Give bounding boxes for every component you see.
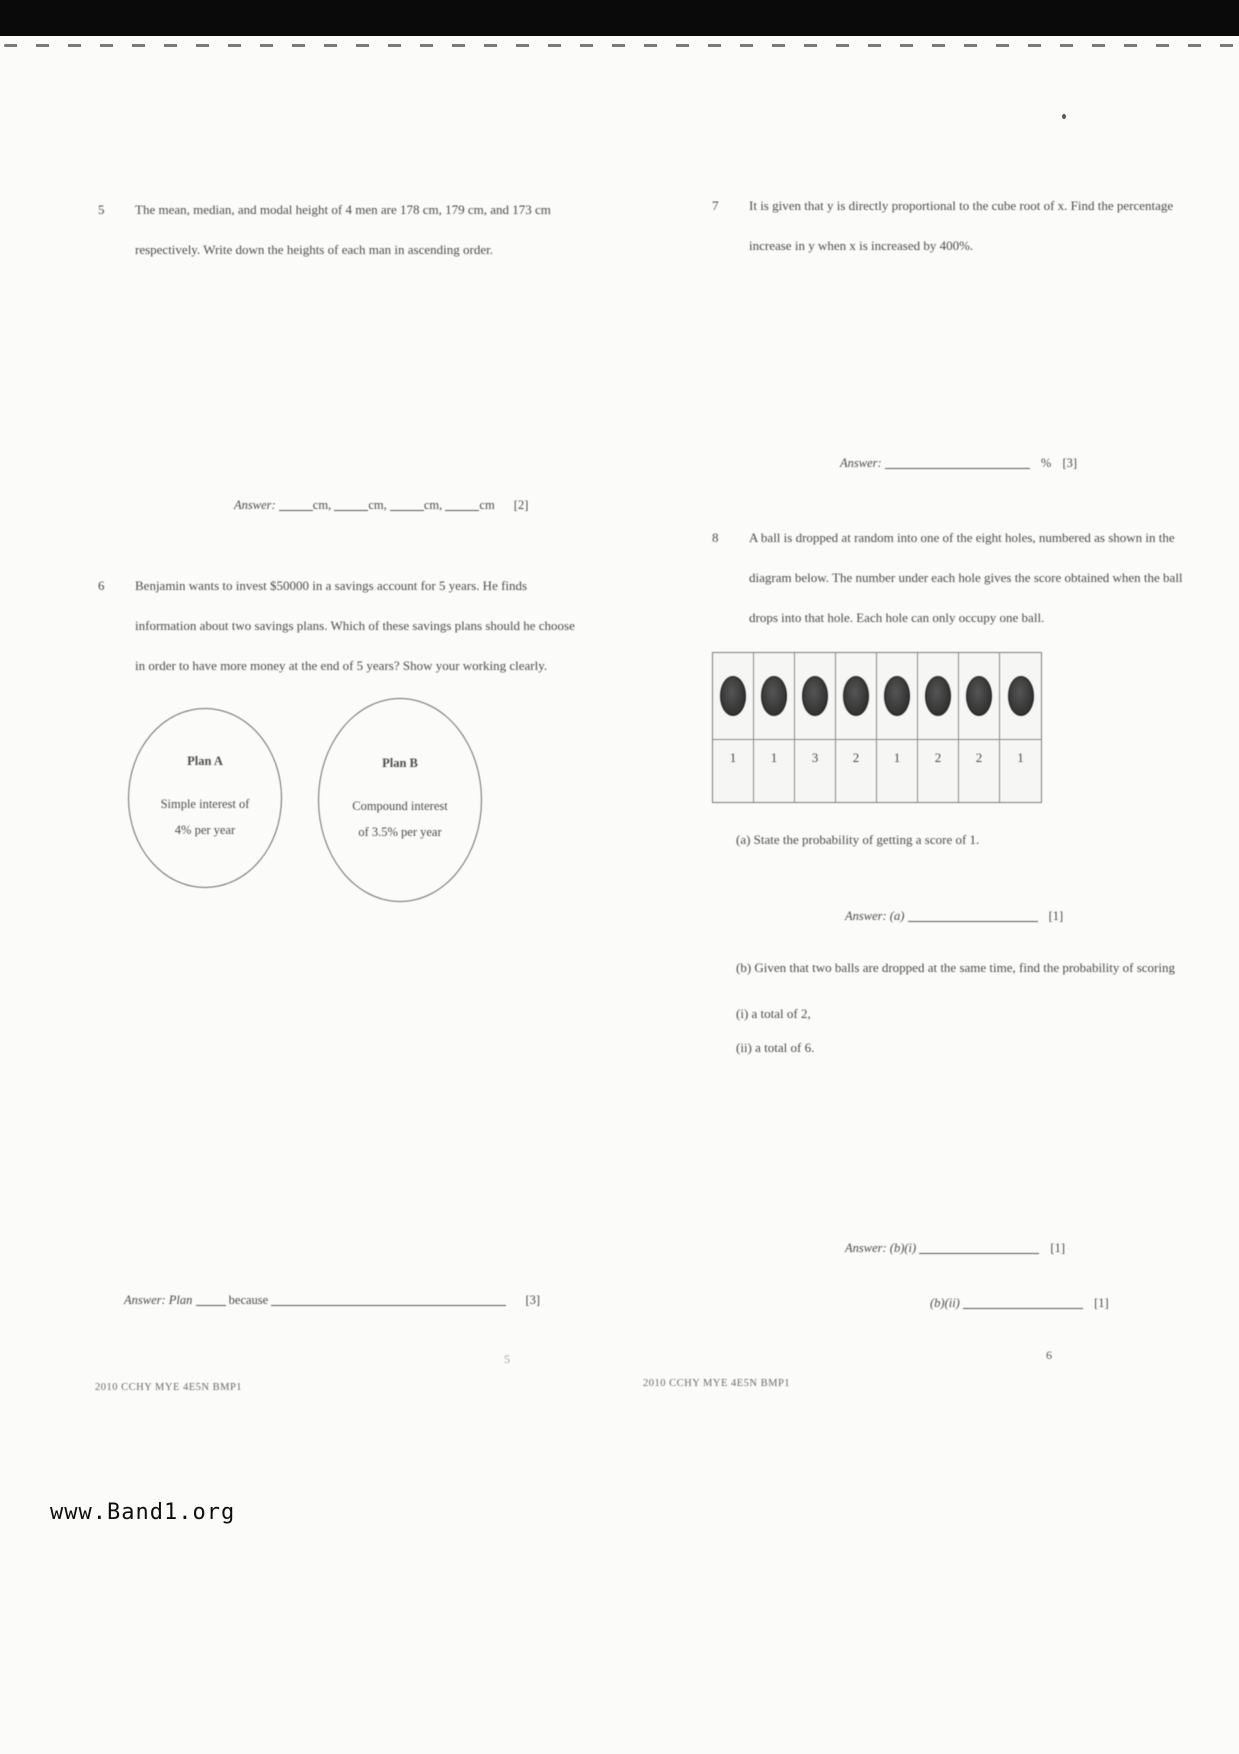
answer-blank <box>885 455 1030 469</box>
plan-b-desc-line1: Compound interest <box>352 798 448 813</box>
answer-blank <box>196 1292 226 1306</box>
hole-cell <box>959 653 1000 740</box>
q6-because-label: because <box>228 1293 269 1307</box>
question-8-answer-a <box>845 908 1063 924</box>
question-7 <box>712 186 1182 266</box>
question-6-text: Benjamin wants to invest $50000 in a savings account for 5 years. He finds information about two savings plans. Which of these savings plans should he choose in order to have more money at the end of 5 years? Show your working clearly. <box>135 578 575 673</box>
question-8-text: A ball is dropped at random into one of the eight holes, numbered as shown in the diagram below. The number under each hole gives the score obtained when the ball drops into that hole. Each hole can only occupy one ball. <box>749 530 1183 625</box>
hole-score: 2 <box>836 740 877 802</box>
q5-unit-1: cm, <box>312 498 332 512</box>
hole-score: 1 <box>713 740 754 802</box>
hole-cell <box>877 653 918 740</box>
holes-diagram <box>712 652 1042 803</box>
plan-b-desc <box>352 793 447 845</box>
hole-score: 1 <box>1017 750 1024 765</box>
question-6-answer-line <box>124 1292 540 1308</box>
plan-b-desc-line2: of 3.5% per year <box>358 824 442 839</box>
q8bii-answer-label: (b)(ii) <box>930 1296 960 1310</box>
question-8-part-b-ii: (ii) a total of 6. <box>736 1040 815 1055</box>
q8bi-answer-label: Answer: (b)(i) <box>845 1241 917 1255</box>
hole-icon <box>884 676 910 716</box>
question-7-text: It is given that y is directly proportional to the cube root of x. Find the percentage increase in y when x is increased by 400%. <box>749 198 1174 253</box>
q5-marks: [2] <box>513 498 529 512</box>
q6-marks: [3] <box>525 1293 541 1307</box>
q5-answer-label: Answer: <box>234 498 276 512</box>
answer-blank <box>271 1292 506 1306</box>
left-page-number: 5 <box>504 1352 510 1366</box>
hole-cell <box>713 653 754 740</box>
q6-answer-label: Answer: Plan <box>124 1293 193 1307</box>
hole-icon <box>720 676 746 716</box>
savings-plans-diagram <box>120 698 500 913</box>
question-6-number: 6 <box>98 578 105 593</box>
question-8-number: 8 <box>712 530 719 545</box>
answer-blank <box>908 908 1038 922</box>
hole-icon <box>966 676 992 716</box>
question-8-part-b: (b) Given that two balls are dropped at the same time, find the probability of scoring <box>736 960 1175 975</box>
question-5 <box>98 190 570 270</box>
q8bi-marks: [1] <box>1050 1241 1065 1255</box>
hole-cell <box>918 653 959 740</box>
hole-score: 1 <box>754 740 795 802</box>
hole-score: 2 <box>918 740 959 802</box>
right-page-number: 6 <box>1046 1348 1052 1362</box>
question-8-part-b-i: (i) a total of 2, <box>736 1006 811 1021</box>
q8a-marks: [1] <box>1048 909 1064 923</box>
question-6 <box>98 566 580 686</box>
question-8-part-a: (a) State the probability of getting a score of 1. <box>736 832 980 847</box>
answer-blank <box>390 497 424 511</box>
answer-blank <box>919 1240 1039 1254</box>
hole-score: 2 <box>959 740 1000 802</box>
answer-blank <box>279 497 313 511</box>
question-8-answer-bii <box>930 1295 1109 1311</box>
question-7-answer-line <box>840 455 1077 471</box>
q7-answer-label: Answer: <box>840 456 882 470</box>
question-8 <box>712 518 1190 638</box>
watermark: www.Band1.org <box>50 1500 236 1525</box>
question-5-number: 5 <box>98 202 105 217</box>
plan-a-desc-line1: Simple interest of <box>160 796 250 811</box>
plan-a-title: Plan A <box>187 753 223 768</box>
answer-blank <box>334 497 368 511</box>
hole-icon <box>802 676 828 716</box>
hole-icon <box>761 676 787 716</box>
hole-cell <box>754 653 795 740</box>
hole-score: 3 <box>795 740 836 802</box>
question-5-text: The mean, median, and modal height of 4 men are 178 cm, 179 cm, and 173 cm respectively. Write down the heights of each man in ascending order. <box>135 202 551 257</box>
answer-blank <box>445 497 479 511</box>
plan-b-title: Plan B <box>382 755 418 770</box>
question-8-answer-bi <box>845 1240 1065 1256</box>
hole-score: 1 <box>877 740 918 802</box>
plan-a-desc <box>161 791 250 843</box>
q7-marks: [3] <box>1062 456 1078 470</box>
plan-a-desc-line2: 4% per year <box>174 822 236 837</box>
hole-icon <box>843 676 869 716</box>
question-5-answer-line <box>234 497 528 513</box>
q5-unit-2: cm, <box>368 498 387 512</box>
plan-a-oval <box>128 708 282 888</box>
right-footer: 2010 CCHY MYE 4E5N BMP1 <box>643 1378 791 1389</box>
question-7-number: 7 <box>712 198 719 213</box>
plan-b-oval <box>318 698 482 902</box>
hole-cell <box>795 653 836 740</box>
q8bii-marks: [1] <box>1094 1296 1109 1310</box>
hole-icon <box>1008 676 1034 716</box>
left-footer: 2010 CCHY MYE 4E5N BMP1 <box>95 1382 243 1393</box>
q5-unit-3: cm, <box>423 498 443 512</box>
q5-unit-4: cm <box>479 498 495 512</box>
q7-percent: % <box>1040 456 1052 470</box>
hole-cell <box>836 653 877 740</box>
hole-cell <box>1000 653 1041 740</box>
answer-blank <box>963 1295 1083 1309</box>
hole-icon <box>925 676 951 716</box>
q8a-answer-label: Answer: (a) <box>845 909 905 923</box>
